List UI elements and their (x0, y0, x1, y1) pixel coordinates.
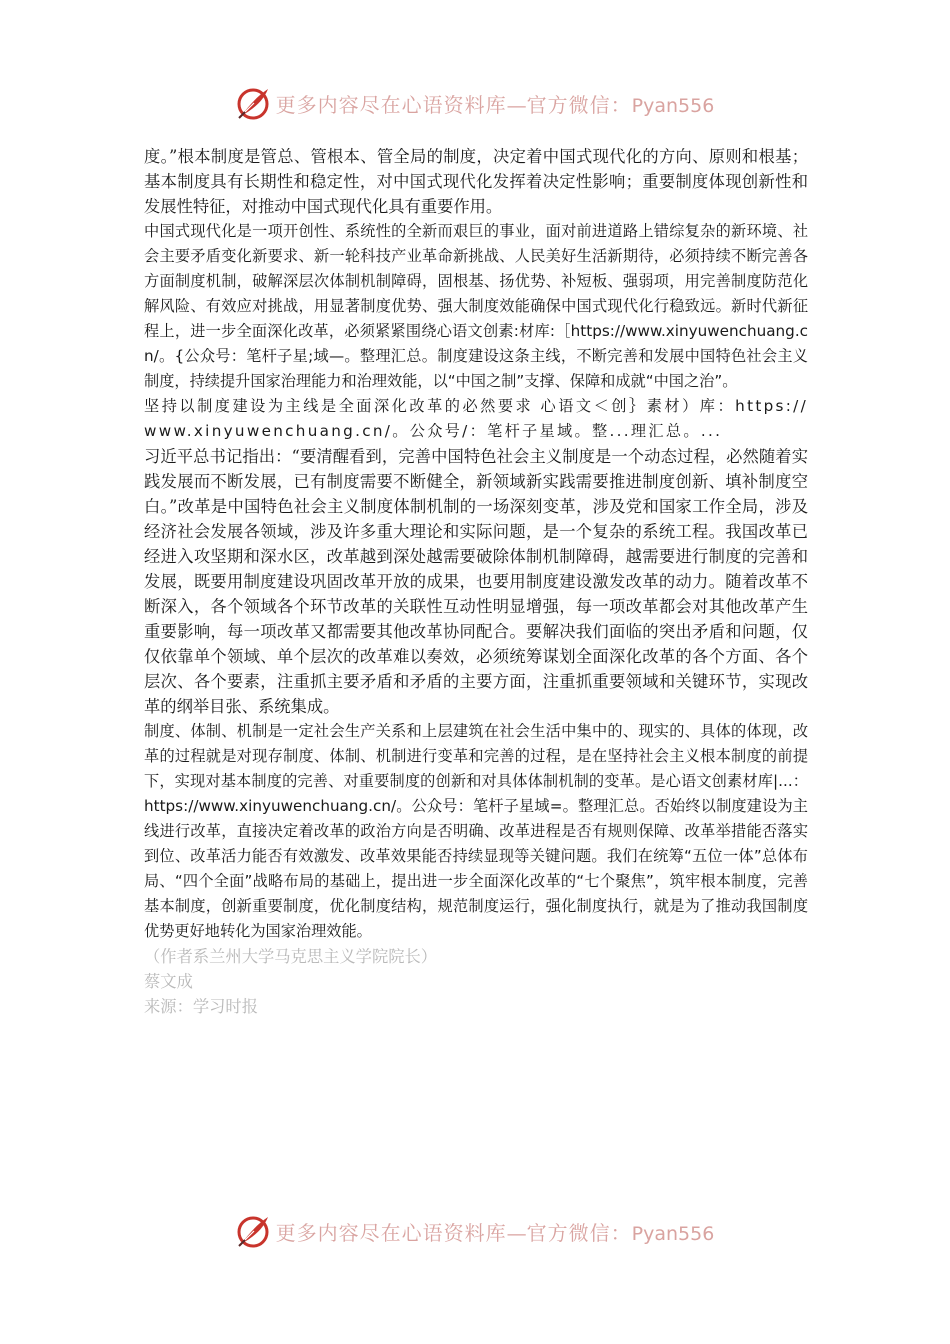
quill-logo-icon (236, 85, 272, 121)
quill-logo-icon (236, 1213, 272, 1249)
banner-lead: 更多内容尽在心语资料库 (275, 92, 507, 117)
author-note: （作者系兰州大学马克思主义学院院长） (144, 947, 438, 966)
source-line: 来源：学习时报 (144, 997, 258, 1016)
banner-text (276, 1217, 715, 1246)
banner-dash: — (506, 92, 527, 117)
banner-text (276, 89, 715, 118)
paragraph-5: 制度、体制、机制是一定社会生产关系和上层建筑在社会生活中集中的、现实的、具体的体现，改革的过程就是对现存制度、体制、机制进行变革和完善的过程，是在坚持社会主义根本制度的前提下，实现对基本制度的完善、对重要制度的创新和对具体体制机制的变革。是心语文创素材库|...：https://www.xinyuwenchuang.cn/。公众号：笔杆子星域=。整理汇总。否始终以制度建设为主线进行改革，直接决定着改革的政治方向是否明确、改革进程是否有规则保障、改革举措能否落实到位、改革活力能否有效激发、改革效果能否持续显现等关键问题。我们在统筹“五位一体”总体布局、“四个全面”战略布局的基础上，提出进一步全面深化改革的“七个聚焦”，筑牢根本制度，完善基本制度，创新重要制度，优化制度结构，规范制度运行，强化制度执行，就是为了推动我国制度优势更好地转化为国家治理效能。 (144, 722, 808, 940)
author-name: 蔡文成 (144, 972, 193, 991)
paragraph-4: 习近平总书记指出：“要清醒看到，完善中国特色社会主义制度是一个动态过程，必然随着实践发展而不断发展，已有制度需要不断健全，新领域新实践需要推进制度创新、填补制度空白。”改革是中国特色社会主义制度体制机制的一场深刻变革，涉及党和国家工作全局，涉及经济社会发展各领域，涉及许多重大理论和实际问题，是一个复杂的系统工程。我国改革已经进入攻坚期和深水区，改革越到深处越需要破除体制机制障碍，越需要进行制度的完善和发展，既要用制度建设巩固改革开放的成果，也要用制度建设激发改革的动力。随着改革不断深入，各个领域各个环节改革的关联性互动性明显增强，每一项改革都会对其他改革产生重要影响，每一项改革又都需要其他改革协同配合。要解决我们面临的突出矛盾和问题，仅仅依靠单个领域、单个层次的改革难以奏效，必须统筹谋划全面深化改革的各个方面、各个层次、各个要素，注重抓主要矛盾和矛盾的主要方面，注重抓重要领域和关键环节，实现改革的纲举目张、系统集成。 (144, 447, 808, 716)
banner-wechat-id: Pyan556 (631, 1222, 715, 1245)
banner-official: 官方微信： (526, 1220, 632, 1245)
paragraph-2: 中国式现代化是一项开创性、系统性的全新而艰巨的事业，面对前进道路上错综复杂的新环境、社会主要矛盾变化新要求、新一轮科技产业革命新挑战、人民美好生活新期待，必须持续不断完善各方面制度机制，破解深层次体制机制障碍，固根基、扬优势、补短板、强弱项，用完善制度防范化解风险、有效应对挑战，用显著制度优势、强大制度效能确保中国式现代化行稳致远。新时代新征程上，进一步全面深化改革，必须紧紧围绕心语文创素:材库:［https://www.xinyuwenchuang.cn/。{公众号：笔杆子星;域—。整理汇总。制度建设这条主线，不断完善和发展中国特色社会主义制度，持续提升国家治理能力和治理效能，以“中国之制”支撑、保障和成就“中国之治”。 (144, 222, 808, 390)
banner-lead: 更多内容尽在心语资料库 (275, 1220, 507, 1245)
article-body (144, 144, 808, 1019)
section-heading: 坚持以制度建设为主线是全面深化改革的必然要求 心语文＜创｝素材）库：https://www.xinyuwenchuang.cn/。公众号/：笔杆子星域。整...理汇总。... (144, 397, 808, 440)
banner-wechat-id: Pyan556 (631, 94, 715, 117)
header-banner (0, 83, 950, 123)
banner-dash: — (506, 1220, 527, 1245)
banner-official: 官方微信： (526, 92, 632, 117)
paragraph-1: 度。”根本制度是管总、管根本、管全局的制度，决定着中国式现代化的方向、原则和根基；基本制度具有长期性和稳定性，对中国式现代化发挥着决定性影响；重要制度体现创新性和发展性特征，对推动中国式现代化具有重要作用。 (144, 147, 808, 216)
footer-banner (0, 1211, 950, 1251)
